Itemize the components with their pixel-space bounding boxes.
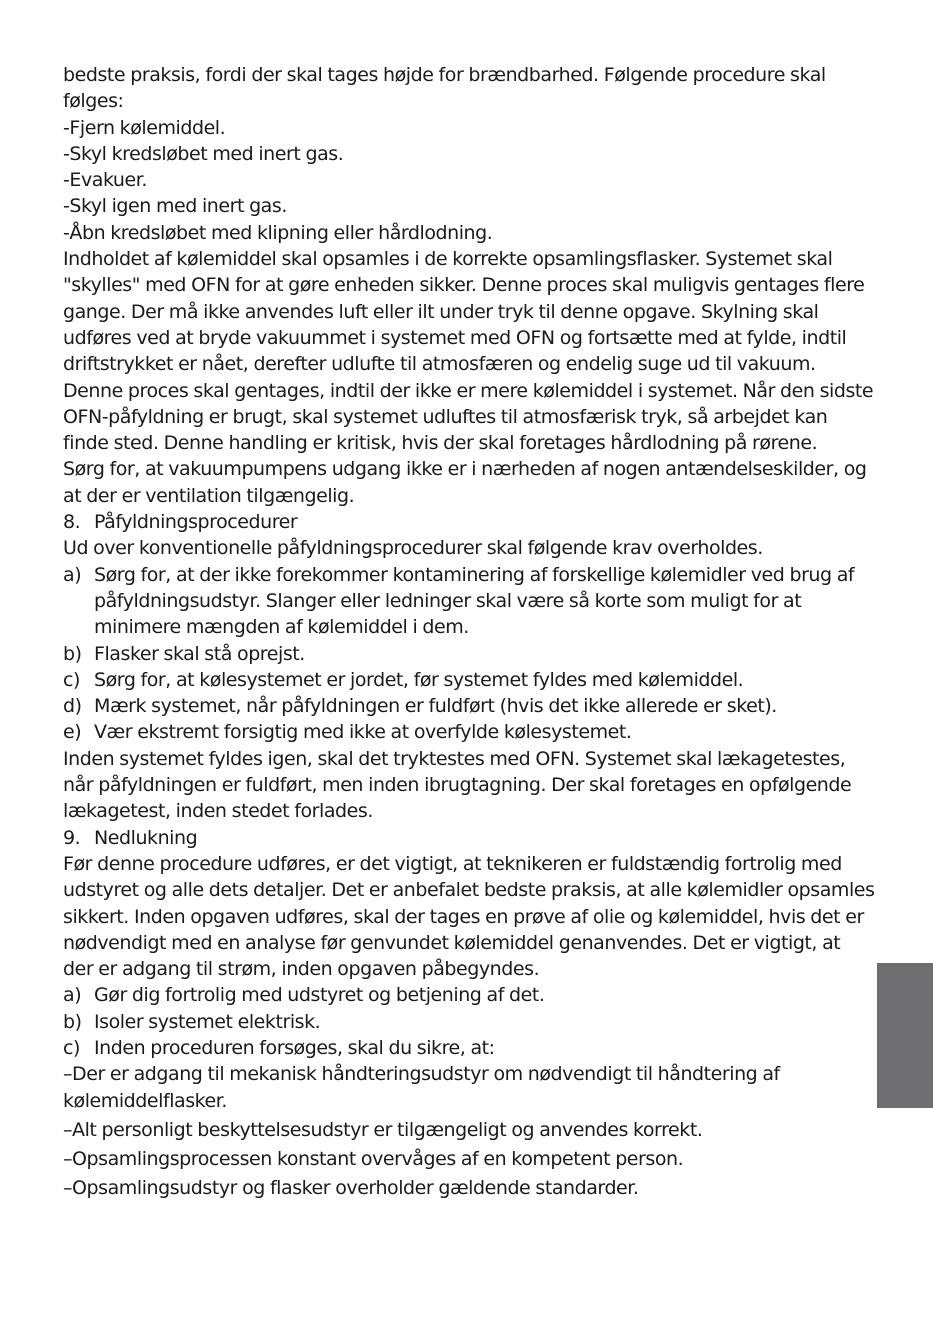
section-8-intro: Ud over konventionelle påfyldningsprocedurer skal følgende krav overholdes. — [63, 537, 763, 560]
list-text: Vær ekstremt forsigtig med ikke at overfylde kølesystemet. — [94, 721, 632, 744]
section-9-intro: Før denne procedure udføres, er det vigtigt, at teknikeren er fuldstændig fortrolig med udstyret og alle dets detaljer. Det er anbefalet bedste praksis, at alle kølemidler opsamles sikkert. Inden opgaven udføres, skal der tages en prøve af olie og kølemiddel, hvis det er nødvendigt med en analyse før genvundet kølemiddel genanvendes. Det er vigtigt, at der er adgang til strøm, inden opgaven påbegyndes. — [63, 852, 875, 981]
section-8-outro: Inden systemet fyldes igen, skal det tryktestes med OFN. Systemet skal lækagetestes, når påfyldningen er fuldført, men inden ibrugtagning. Der skal foretages en opfølgende lækagetest, inden stedet forlades. — [63, 747, 852, 823]
list-label: a) — [63, 984, 82, 1007]
list-label: c) — [63, 668, 80, 691]
dash-item: –Opsamlingsudstyr og flasker overholder gældende standarder. — [63, 1177, 639, 1200]
procedure-step: -Skyl kredsløbet med inert gas. — [63, 142, 344, 165]
procedure-step: -Åbn kredsløbet med klipning eller hårdlodning. — [63, 221, 493, 244]
list-item — [63, 562, 875, 641]
list-item — [63, 641, 875, 667]
list-label: b) — [63, 1010, 82, 1033]
intro-paragraph: bedste praksis, fordi der skal tages højde for brændbarhed. Følgende procedure skal følges: — [63, 64, 826, 113]
list-item — [63, 1009, 875, 1035]
list-label: d) — [63, 695, 82, 718]
list-item — [63, 693, 875, 719]
list-item — [63, 982, 875, 1008]
list-text: Flasker skal stå oprejst. — [94, 642, 305, 665]
section-9-heading — [63, 825, 875, 851]
list-label: e) — [63, 721, 82, 744]
list-text: Sørg for, at der ikke forekommer kontaminering af forskellige kølemidler ved brug af påfyldningsudstyr. Slanger eller ledninger skal være så korte som muligt for at minimere mængden af kølemiddel i dem. — [94, 563, 855, 639]
dash-item: –Alt personligt beskyttelsesudstyr er tilgængeligt og anvendes korrekt. — [63, 1118, 703, 1141]
section-title: Påfyldningsprocedurer — [94, 511, 298, 534]
procedure-step: -Evakuer. — [63, 169, 147, 192]
list-label: a) — [63, 563, 82, 586]
list-item — [63, 1035, 875, 1061]
list-text: Mærk systemet, når påfyldningen er fuldført (hvis det ikke allerede er sket). — [94, 695, 777, 718]
section-title: Nedlukning — [94, 826, 198, 849]
side-tab-marker — [877, 963, 933, 1108]
vacuum-pump-paragraph: Sørg for, at vakuumpumpens udgang ikke er i nærheden af nogen antændelseskilder, og at der er ventilation tilgængelig. — [63, 458, 867, 507]
list-text: Gør dig fortrolig med udstyret og betjening af det. — [94, 984, 545, 1007]
dash-item: –Opsamlingsprocessen konstant overvåges af en kompetent person. — [63, 1148, 684, 1171]
procedure-step: -Fjern kølemiddel. — [63, 116, 226, 139]
list-item — [63, 719, 875, 745]
section-8-heading — [63, 509, 875, 535]
list-text: Isoler systemet elektrisk. — [94, 1010, 321, 1033]
list-label: b) — [63, 642, 82, 665]
document-body — [63, 62, 875, 1202]
list-label: c) — [63, 1036, 80, 1059]
list-text: Sørg for, at kølesystemet er jordet, før systemet fyldes med kølemiddel. — [94, 668, 744, 691]
procedure-step: -Skyl igen med inert gas. — [63, 195, 287, 218]
flushing-paragraph: Indholdet af kølemiddel skal opsamles i de korrekte opsamlingsflasker. Systemet skal "skylles" med OFN for at gøre enheden sikker. Denne proces skal muligvis gentages flere gange. Der må ikke anvendes luft eller ilt under tryk til denne opgave. Skylning skal udføres ved at bryde vakuummet i systemet med OFN og fortsætte med at fylde, indtil driftstrykket er nået, derefter udlufte til atmosfæren og endelig suge ud til vakuum. Denne proces skal gentages, indtil der ikke er mere kølemiddel i systemet. Når den sidste OFN-påfyldning er brugt, skal systemet udluftes til atmosfærisk tryk, så arbejdet kan finde sted. Denne handling er kritisk, hvis der skal foretages hårdlodning på rørene. — [63, 248, 874, 455]
section-number: 9. — [63, 826, 81, 849]
section-number: 8. — [63, 511, 81, 534]
list-item — [63, 667, 875, 693]
dash-item: –Der er adgang til mekanisk håndteringsudstyr om nødvendigt til håndtering af kølemiddelflasker. — [63, 1063, 780, 1112]
list-text: Inden proceduren forsøges, skal du sikre, at: — [94, 1036, 495, 1059]
